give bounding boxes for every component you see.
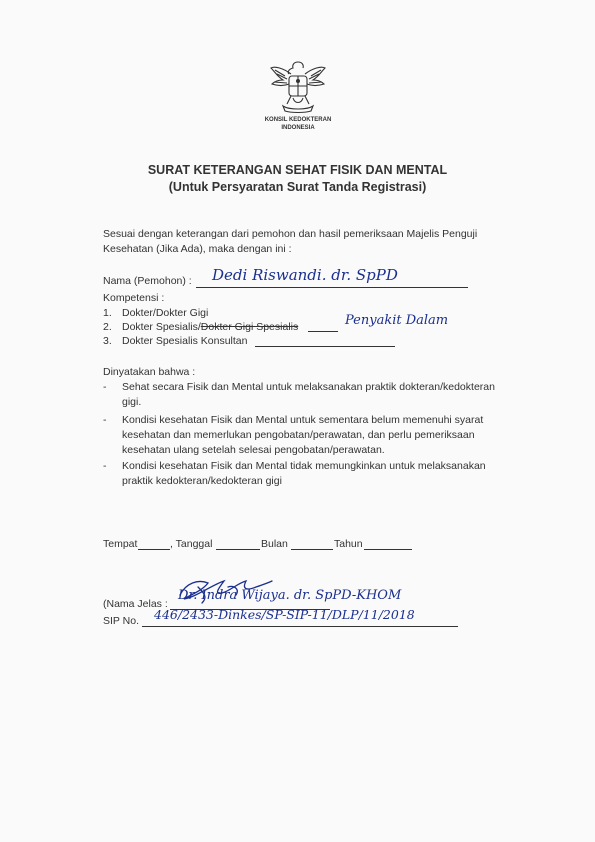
place-label: Tempat	[103, 538, 138, 550]
statement-bullet2-line1: Kondisi kesehatan Fisik dan Mental untuk sementara belum memenuhi syarat	[122, 414, 484, 426]
statement-bullet3-dash: -	[103, 460, 107, 472]
statement-bullet1-line2: gigi.	[122, 396, 142, 408]
org-line1: KONSIL KEDOKTERAN	[264, 117, 332, 123]
sip-line	[142, 626, 458, 627]
competence-item2-number: 2.	[103, 321, 112, 333]
statement-bullet1-dash: -	[103, 381, 107, 393]
competence-item1-number: 1.	[103, 307, 112, 319]
statement-bullet2-line2: kesehatan dan memerlukan pengobatan/perawatan, dan perlu pemeriksaan	[122, 429, 475, 441]
month-line	[291, 549, 333, 550]
statement-bullet3-line2: praktik kedokteran/kedokteran gigi	[122, 475, 282, 487]
document-title: SURAT KETERANGAN SEHAT FISIK DAN MENTAL	[147, 163, 448, 177]
org-line2: INDONESIA	[281, 125, 315, 131]
date-line	[216, 549, 260, 550]
sip-label: SIP No.	[103, 615, 139, 627]
statement-bullet1-line1: Sehat secara Fisik dan Mental untuk melaksanakan praktik dokteran/kedokteran	[122, 381, 495, 393]
applicant-name-label: Nama (Pemohon) :	[103, 275, 192, 287]
statement-bullet2-line3: kesehatan ulang setelah selesai pengobatan/perawatan.	[122, 444, 385, 456]
year-line	[364, 549, 412, 550]
competence-item2-line	[308, 331, 338, 332]
month-label: Bulan	[261, 538, 288, 550]
garuda-emblem-icon	[269, 54, 327, 116]
statement-bullet2-dash: -	[103, 414, 107, 426]
intro-line1: Sesuai dengan keterangan dari pemohon dan hasil pemeriksaan Majelis Penguji	[103, 228, 478, 240]
competence-label: Kompetensi :	[103, 292, 165, 304]
intro-line2: Kesehatan (Jika Ada), maka dengan ini :	[103, 243, 292, 255]
organization-name	[240, 116, 356, 132]
competence-item3-line	[255, 346, 395, 347]
signer-name-label: (Nama Jelas :	[103, 598, 168, 610]
applicant-name-line	[196, 287, 468, 288]
competence-item1: Dokter/Dokter Gigi	[122, 307, 209, 319]
statement-label: Dinyatakan bahwa :	[103, 366, 196, 378]
date-label: , Tanggal	[170, 538, 213, 550]
signer-name-handwritten: Dr. Indra Wijaya. dr. SpPD-KHOM	[178, 588, 402, 603]
place-line	[138, 549, 170, 550]
competence-item2	[122, 321, 298, 333]
document-subtitle: (Untuk Persyaratan Surat Tanda Registrasi)	[168, 180, 427, 194]
competence-item2-prefix: Dokter Spesialis/	[122, 321, 201, 333]
competence-item2-handwritten: Penyakit Dalam	[345, 313, 449, 328]
competence-item2-struck: Dokter Gigi Spesialis	[200, 321, 299, 333]
sip-handwritten: 446/2433-Dinkes/SP-SIP-11/DLP/11/2018	[154, 607, 415, 622]
competence-item3-number: 3.	[103, 335, 112, 347]
competence-item3: Dokter Spesialis Konsultan	[122, 335, 248, 347]
applicant-name-handwritten: Dedi Riswandi. dr. SpPD	[212, 266, 398, 284]
statement-bullet3-line1: Kondisi kesehatan Fisik dan Mental tidak memungkinkan untuk melaksanakan	[122, 460, 486, 472]
year-label: Tahun	[334, 538, 363, 550]
